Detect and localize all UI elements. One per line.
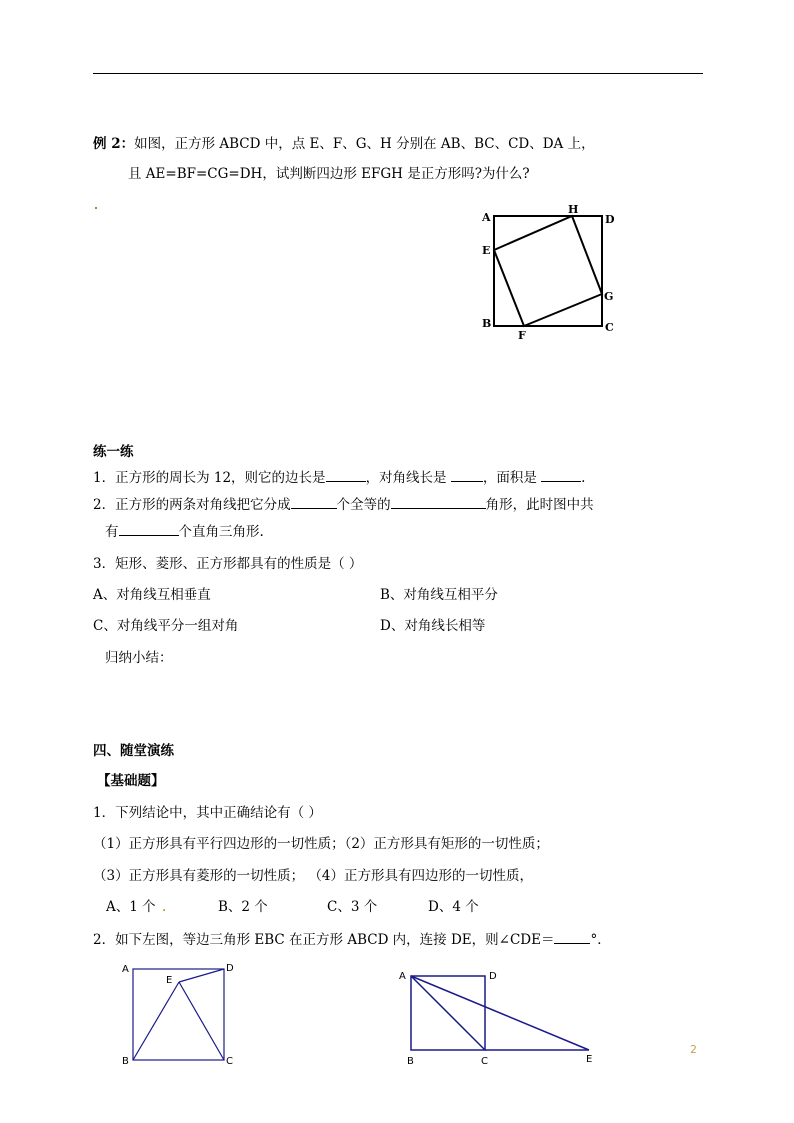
figure-square-extended <box>396 965 601 1070</box>
practice-q2-e: 个直角三角形. <box>178 524 264 540</box>
practice-q1-blank2[interactable] <box>451 467 483 482</box>
fig3-label-d: D <box>489 971 497 982</box>
section4-q1-option-b[interactable]: B、2 个 <box>218 899 268 915</box>
section4-basic-label: 【基础题】 <box>97 773 165 789</box>
practice-q2-c: 角形，此时图中共 <box>485 497 594 513</box>
section4-q1-statement2: （3）正方形具有菱形的一切性质； （4）正方形具有四边形的一切性质， <box>93 868 533 884</box>
stray-dot-2: . <box>162 899 167 915</box>
practice-q1-blank3[interactable] <box>541 467 581 482</box>
square-efgh <box>494 216 602 326</box>
example2-text1: 如图，正方形 ABCD 中，点 E、F、G、H 分别在 AB、BC、CD、DA 上， <box>134 136 595 152</box>
fig2-label-e: E <box>166 975 173 986</box>
practice-q3-option-a[interactable]: A、对角线互相垂直 <box>93 587 211 603</box>
example2-line2: 且 AE=BF=CG=DH，试判断四边形 EFGH 是正方形吗?为什么? <box>128 166 530 182</box>
practice-q1-b: ，对角线长是 <box>365 470 447 486</box>
fig1-label-e: E <box>482 244 491 257</box>
practice-q2-b: 个全等的 <box>336 497 391 513</box>
square-abcd <box>494 216 602 326</box>
fig1-label-c: C <box>605 321 614 334</box>
fig2-label-d: D <box>226 963 234 974</box>
practice-q3-option-b[interactable]: B、对角线互相平分 <box>380 587 498 603</box>
section4-title: 四、随堂演练 <box>93 743 174 759</box>
practice-q1-c: ，面积是 <box>482 470 537 486</box>
fig1-label-d: D <box>605 213 615 226</box>
section4-q1-option-c[interactable]: C、3 个 <box>327 899 378 915</box>
practice-q2-d: 有 <box>105 524 119 540</box>
section4-q1-stem: 1．下列结论中，其中正确结论有（ ） <box>93 805 322 821</box>
fig3-label-e: E <box>586 1054 593 1065</box>
header-rule <box>93 73 703 74</box>
fig1-label-a: A <box>482 211 491 224</box>
practice-q2-line1 <box>93 494 594 514</box>
practice-title: 练一练 <box>93 444 134 460</box>
fig2-segment-ec <box>179 982 224 1060</box>
section4-q2-blank[interactable] <box>554 929 590 944</box>
fig2-label-a: A <box>122 964 129 975</box>
figure-square-efgh <box>480 200 620 345</box>
section4-q2-b: °． <box>590 932 611 948</box>
section4-q1-option-a[interactable]: A、1 个 <box>106 899 156 915</box>
example2-line1 <box>93 135 595 153</box>
practice-q1 <box>93 467 585 487</box>
practice-q3-stem: 3．矩形、菱形、正方形都具有的性质是（ ） <box>93 556 363 572</box>
fig1-label-g: G <box>604 290 614 303</box>
fig3-label-b: B <box>407 1056 414 1067</box>
practice-q3-option-c[interactable]: C、对角线平分一组对角 <box>93 618 239 634</box>
stray-dot <box>95 207 97 209</box>
fig3-label-c: C <box>481 1056 488 1067</box>
practice-q3-option-d[interactable]: D、对角线长相等 <box>380 618 486 634</box>
practice-q2-a: 2．正方形的两条对角线把它分成 <box>93 497 291 513</box>
practice-q1-d: . <box>581 470 586 486</box>
section4-q1-option-d[interactable]: D、4 个 <box>428 899 479 915</box>
fig2-label-b: B <box>122 1056 129 1067</box>
fig3-segment-ae <box>411 976 589 1050</box>
fig2-segment-ed <box>179 969 224 982</box>
fig1-label-b: B <box>482 317 492 330</box>
page-number: 2 <box>690 1043 697 1056</box>
practice-summary: 归纳小结： <box>105 650 173 666</box>
section4-q1-statement1: （1）正方形具有平行四边形的一切性质；（2）正方形具有矩形的一切性质； <box>93 836 549 852</box>
fig3-label-a: A <box>399 971 406 982</box>
fig2-segment-eb <box>133 982 179 1060</box>
example2-label: 例 2： <box>93 136 135 152</box>
practice-q2-blank1[interactable] <box>291 494 337 509</box>
figure-triangle-in-square <box>118 960 243 1070</box>
fig1-label-h: H <box>568 203 579 216</box>
fig3-segment-ac <box>411 976 485 1050</box>
practice-q2-line2 <box>105 521 264 541</box>
practice-q1-a: 1．正方形的周长为 12，则它的边长是 <box>93 470 326 486</box>
section4-q2-a: 2．如下左图，等边三角形 EBC 在正方形 ABCD 内，连接 DE，则∠CDE＝ <box>93 932 555 948</box>
section4-q2 <box>93 929 611 949</box>
practice-q2-blank3[interactable] <box>119 521 179 536</box>
practice-q2-blank2[interactable] <box>391 494 486 509</box>
fig2-label-c: C <box>226 1056 233 1067</box>
practice-q1-blank1[interactable] <box>326 467 366 482</box>
fig1-label-f: F <box>518 329 526 342</box>
